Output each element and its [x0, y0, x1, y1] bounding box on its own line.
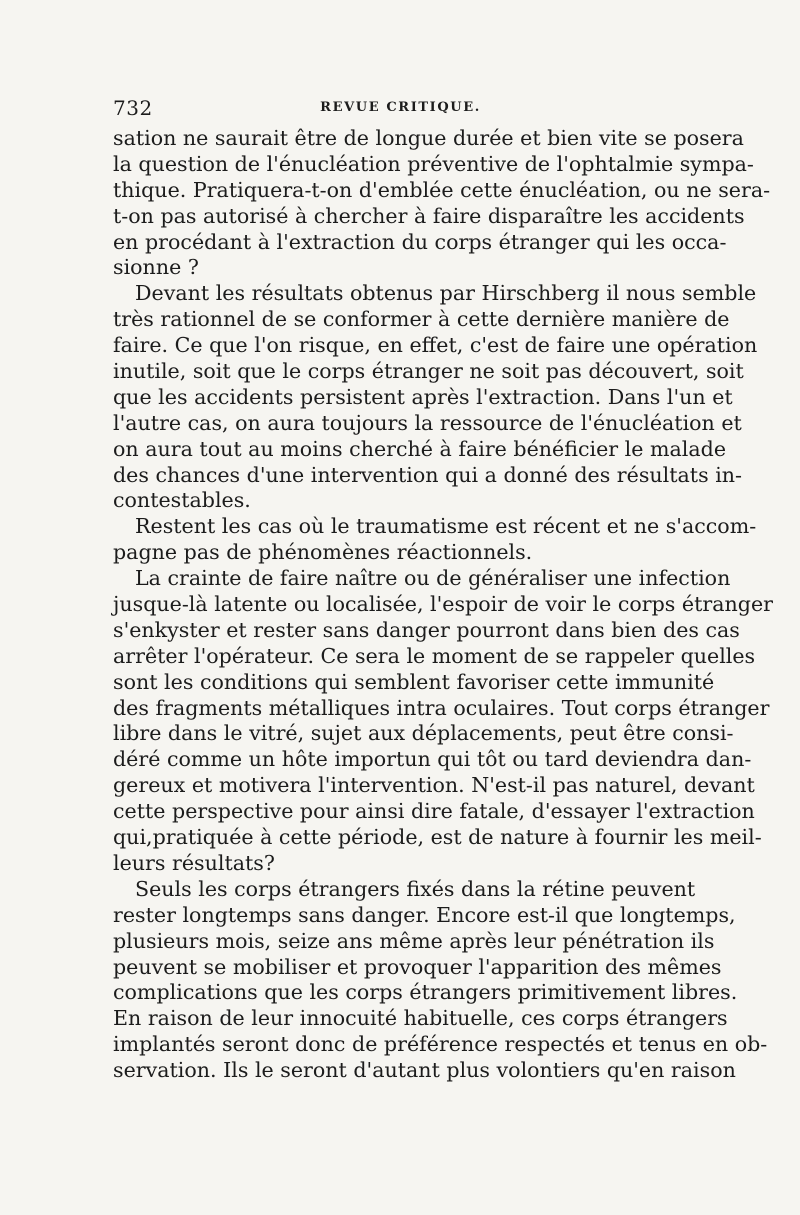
- text-line: que les accidents persistent après l'extraction. Dans l'un et: [113, 384, 733, 409]
- text-line: qui,pratiquée à cette période, est de nature à fournir les meil-: [113, 825, 762, 850]
- paragraph: [113, 566, 773, 877]
- text-line: implantés seront donc de préférence respectés et tenus en ob-: [113, 1032, 768, 1057]
- text-line: jusque-là latente ou localisée, l'espoir de voir le corps étranger: [113, 592, 773, 617]
- text-line: très rationnel de se conformer à cette dernière manière de: [113, 307, 730, 332]
- text-line: sionne ?: [113, 255, 199, 280]
- text-line: complications que les corps étrangers primitivement libres.: [113, 980, 738, 1005]
- text-line: plusieurs mois, seize ans même après leur pénétration ils: [113, 928, 715, 953]
- text-line: rester longtemps sans danger. Encore est-il que longtemps,: [113, 902, 736, 927]
- text-line: Seuls les corps étrangers fixés dans la rétine peuvent: [135, 876, 696, 901]
- text-line: contestables.: [113, 488, 251, 513]
- text-line: Devant les résultats obtenus par Hirschberg il nous semble: [135, 281, 757, 306]
- running-head: [113, 96, 688, 124]
- body-text: [113, 126, 773, 1084]
- text-line: peuvent se mobiliser et provoquer l'apparition des mêmes: [113, 954, 722, 979]
- paragraph: [113, 281, 758, 514]
- text-line: sont les conditions qui semblent favoriser cette immunité: [113, 669, 715, 694]
- text-line: en procédant à l'extraction du corps étranger qui les occa-: [113, 229, 727, 254]
- text-line: l'autre cas, on aura toujours la ressource de l'énucléation et: [113, 410, 742, 435]
- paragraph: [113, 876, 768, 1084]
- paragraph: [113, 514, 757, 566]
- text-line: des chances d'une intervention qui a donné des résultats in-: [113, 462, 743, 487]
- text-line: des fragments métalliques intra oculaires. Tout corps étranger: [113, 695, 770, 720]
- paragraph: [113, 126, 771, 281]
- text-line: Restent les cas où le traumatisme est récent et ne s'accom-: [135, 514, 757, 539]
- page-number: 732: [113, 96, 153, 120]
- text-line: leurs résultats?: [113, 850, 275, 875]
- text-line: t-on pas autorisé à chercher à faire disparaître les accidents: [113, 203, 745, 228]
- text-line: La crainte de faire naître ou de généraliser une infection: [135, 566, 731, 591]
- text-line: arrêter l'opérateur. Ce sera le moment de se rappeler quelles: [113, 643, 756, 668]
- text-line: faire. Ce que l'on risque, en effet, c'est de faire une opération: [113, 333, 758, 358]
- text-line: cette perspective pour ainsi dire fatale, d'essayer l'extraction: [113, 799, 755, 824]
- text-line: sation ne saurait être de longue durée et bien vite se posera: [113, 126, 744, 150]
- text-line: la question de l'énucléation préventive de l'ophtalmie sympa-: [113, 151, 754, 176]
- text-line: déré comme un hôte importun qui tôt ou tard deviendra dan-: [113, 747, 752, 772]
- text-line: pagne pas de phénomènes réactionnels.: [113, 540, 533, 565]
- text-line: servation. Ils le seront d'autant plus volontiers qu'en raison: [113, 1058, 736, 1083]
- text-line: inutile, soit que le corps étranger ne soit pas découvert, soit: [113, 359, 744, 384]
- text-line: s'enkyster et rester sans danger pourront dans bien des cas: [113, 617, 740, 642]
- text-line: libre dans le vitré, sujet aux déplacements, peut être consi-: [113, 721, 734, 746]
- text-line: thique. Pratiquera-t-on d'emblée cette énucléation, ou ne sera-: [113, 177, 771, 202]
- text-line: gereux et motivera l'intervention. N'est-il pas naturel, devant: [113, 773, 755, 798]
- running-title: REVUE CRITIQUE.: [320, 100, 481, 115]
- text-line: En raison de leur innocuité habituelle, ces corps étrangers: [113, 1006, 728, 1031]
- text-line: on aura tout au moins cherché à faire bénéficier le malade: [113, 436, 727, 461]
